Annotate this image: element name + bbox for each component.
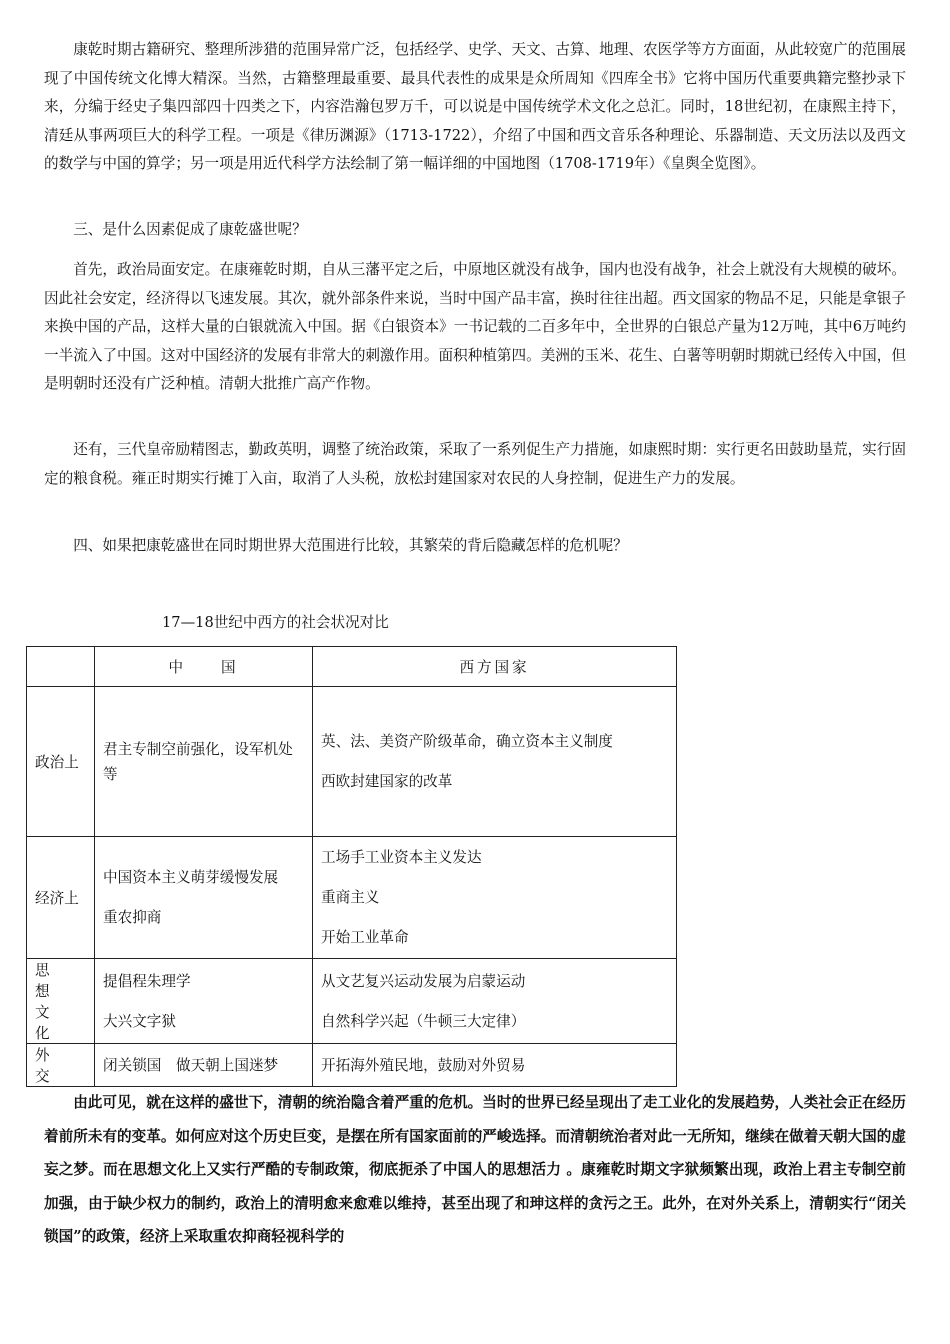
header-china: 中 国	[95, 647, 313, 687]
question-three-heading: 三、是什么因素促成了康乾盛世呢？	[73, 221, 307, 238]
row-label: 外交	[27, 1044, 95, 1087]
paragraph-ancient-books: 康乾时期古籍研究、整理所涉猎的范围异常广泛，包括经学、史学、天文、古算、地理、农医学等方方面面，从此较宽广的范围展现了中国传统文化博大精深。当然，古籍整理最重要、最具代表性的成果是众所周知《四库全书》它将中国历代重要典籍完整抄录下来，分编于经史子集四部四十四类之下，内容浩瀚包罗万千，可以说是中国传统学术文化之总汇。同时，18世纪初，在康熙主持下，清廷从事两项巨大的科学工程。一项是《律历渊源》（1713-1722），介绍了中国和西文音乐各种理论、乐器制造、天文历法以及西文的数学与中国的算学；另一项是用近代科学方法绘制了第一幅详细的中国地图（1708-1719年）《皇舆全览图》。	[44, 41, 906, 172]
table-header-row	[27, 647, 677, 687]
paragraph-political-stability: 首先，政治局面安定。在康雍乾时期，自从三藩平定之后，中原地区就没有战争，国内也没有战争，社会上就没有大规模的破坏。因此社会安定，经济得以飞速发展。其次，就外部条件来说，当时中国产品丰富，换时往往出超。西文国家的物品不足，只能是拿银子来换中国的产品，这样大量的白银就流入中国。据《白银资本》一书记载的二百多年中，全世界的白银总产量为12万吨，其中6万吨约一半流入了中国。这对中国经济的发展有非常大的刺激作用。面积种植第四。美洲的玉米、花生、白薯等明朝时期就已经传入中国，但是明朝时还没有广泛种植。清朝大批推广高产作物。	[44, 261, 906, 392]
question-four-heading: 四、如果把康乾盛世在同时期世界大范围进行比较，其繁荣的背后隐藏怎样的危机呢？	[73, 537, 628, 554]
table-row	[27, 959, 677, 1044]
paragraph-emperors-policies: 还有，三代皇帝励精图志，勤政英明，调整了统治政策，采取了一系列促生产力措施，如康熙时期：实行更名田鼓助垦荒，实行固定的粮食税。雍正时期实行摊丁入亩，取消了人头税，放松封建国家对农民的人身控制，促进生产力的发展。	[44, 441, 906, 487]
conclusion-paragraph: 由此可见，就在这样的盛世下，清朝的统治隐含着严重的危机。当时的世界已经呈现出了走工业化的发展趋势，人类社会正在经历着前所未有的变革。如何应对这个历史巨变，是摆在所有国家面前的严峻选择。而清朝统治者对此一无所知，继续在做着天朝大国的虚妄之梦。而在思想文化上又实行严酷的专制政策，彻底扼杀了中国人的思想活力 。康雍乾时期文字狱频繁出现，政治上君主专制空前加强，由于缺少权力的制约，政治上的清明愈来愈难以维持，甚至出现了和珅这样的贪污之王。此外，在对外关系上，清朝实行“闭关锁国”的政策，经济上采取重农抑商轻视科学的	[44, 1094, 906, 1245]
cell-line: 西欧封建国家的改革	[321, 773, 453, 790]
cell-line: 闭关锁国 做天朝上国迷梦	[103, 1056, 279, 1074]
cell-line: 开拓海外殖民地，鼓励对外贸易	[321, 1056, 526, 1074]
china-cell	[95, 837, 313, 959]
cell-line: 提倡程朱理学	[103, 972, 191, 990]
cell-line: 开始工业革命	[321, 929, 409, 946]
cell-line: 君主专制空前强化，设军机处等	[103, 740, 293, 783]
china-cell	[95, 959, 313, 1044]
row-label: 经济上	[27, 837, 95, 959]
header-empty-cell	[27, 647, 95, 687]
cell-line: 自然科学兴起（牛顿三大定律）	[321, 1012, 526, 1030]
table-row	[27, 1044, 677, 1087]
comparison-table	[26, 646, 677, 1087]
cell-line: 中国资本主义萌芽缓慢发展	[103, 869, 279, 886]
header-west: 西方国家	[313, 647, 677, 687]
west-cell	[313, 837, 677, 959]
cell-line: 大兴文字狱	[103, 1012, 176, 1030]
west-cell	[313, 1044, 677, 1087]
row-label: 思想文化	[27, 959, 95, 1044]
china-cell	[95, 687, 313, 837]
cell-line: 英、法、美资产阶级革命，确立资本主义制度	[321, 733, 613, 750]
cell-line: 从文艺复兴运动发展为启蒙运动	[321, 972, 526, 990]
table-row	[27, 837, 677, 959]
west-cell	[313, 687, 677, 837]
row-label: 政治上	[27, 687, 95, 837]
west-cell	[313, 959, 677, 1044]
cell-line: 工场手工业资本主义发达	[321, 849, 482, 866]
china-cell	[95, 1044, 313, 1087]
cell-line: 重农抑商	[103, 909, 162, 926]
table-row	[27, 687, 677, 837]
cell-line: 重商主义	[321, 889, 380, 906]
table-caption: 17—18世纪中西方的社会状况对比	[162, 614, 389, 631]
